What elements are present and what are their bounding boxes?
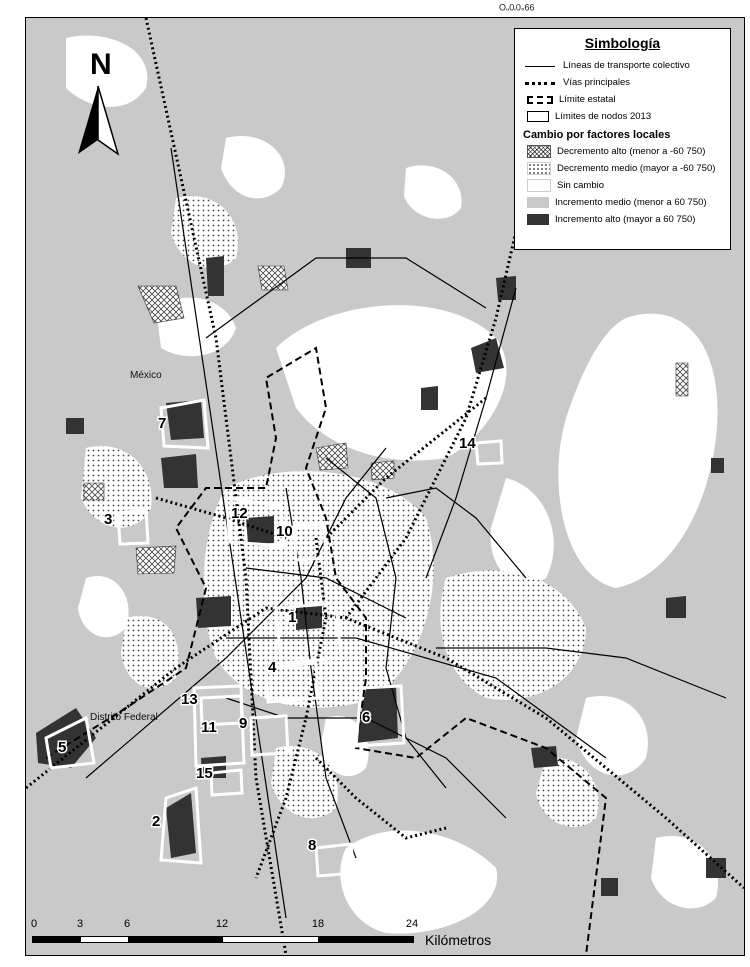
coordinate-longitude: 99°0'0"O: [499, 2, 535, 12]
node-label-7: 7: [158, 415, 167, 432]
legend-class-high-decrease: [523, 143, 722, 160]
place-label-mexico: México: [130, 370, 162, 381]
legend-class-label: Decremento medio (mayor a -60 750): [557, 163, 716, 174]
legend-class-medium-decrease: [523, 160, 722, 177]
north-arrow-icon: [74, 48, 130, 158]
scale-tick-24: 24: [405, 918, 419, 930]
medium-decrease-swatch: [527, 162, 551, 175]
legend-class-high-increase: [523, 211, 722, 228]
legend-item-node-limits: [523, 108, 722, 125]
node-label-10: 10: [276, 523, 293, 540]
scale-tick-12: 12: [215, 918, 229, 930]
legend-class-medium-increase: [523, 194, 722, 211]
legend-item-transport-lines: [523, 57, 722, 74]
legend-class-label: Incremento medio (menor a 60 750): [555, 197, 707, 208]
node-limit-swatch: [527, 111, 549, 122]
scale-tick-6: 6: [123, 918, 131, 930]
scale-bar: [30, 918, 492, 948]
no-change-swatch: [527, 179, 551, 192]
legend-class-label: Decremento alto (menor a -60 750): [557, 146, 706, 157]
node-label-9: 9: [239, 715, 248, 732]
north-letter: N: [90, 48, 112, 81]
node-label-12: 12: [231, 505, 248, 522]
scale-bar-segments: [32, 936, 414, 943]
map-frame: [25, 17, 745, 956]
north-arrow: [74, 48, 130, 158]
medium-increase-swatch: [527, 197, 549, 208]
node-label-1: 1: [288, 609, 297, 626]
node-label-4: 4: [268, 659, 277, 676]
legend-class-label: Sin cambio: [557, 180, 604, 191]
legend-class-label: Incremento alto (mayor a 60 750): [555, 214, 696, 225]
scale-unit: Kilómetros: [425, 932, 492, 948]
legend-title: Simbología: [584, 35, 661, 51]
high-decrease-swatch: [527, 145, 551, 158]
node-label-13: 13: [181, 691, 198, 708]
node-label-5: 5: [58, 739, 67, 756]
legend-item-label: Límites de nodos 2013: [555, 111, 652, 122]
legend-item-label: Líneas de transporte colectivo: [563, 60, 690, 71]
main-road-swatch: [523, 77, 557, 89]
legend-item-label: Vías principales: [563, 77, 631, 88]
legend-class-no-change: [523, 177, 722, 194]
legend-item-main-roads: [523, 74, 722, 91]
scale-tick-18: 18: [311, 918, 325, 930]
node-label-14: 14: [459, 435, 476, 452]
node-label-11: 11: [201, 719, 217, 736]
transport-line-swatch: [523, 60, 557, 72]
high-increase-swatch: [527, 214, 549, 225]
state-boundary-swatch: [527, 96, 553, 104]
scale-tick-3: 3: [76, 918, 84, 930]
place-label-distrito-federal: Distrito Federal: [90, 712, 158, 723]
legend-item-state-boundary: [523, 91, 722, 108]
legend-subtitle: Cambio por factores locales: [523, 129, 671, 141]
node-label-15: 15: [196, 765, 213, 782]
node-label-6: 6: [362, 709, 371, 726]
scale-tick-0: 0: [30, 918, 38, 930]
node-label-2: 2: [152, 813, 161, 830]
node-label-8: 8: [308, 837, 317, 854]
legend-item-label: Límite estatal: [559, 94, 616, 105]
node-label-3: 3: [104, 511, 113, 528]
legend: [514, 28, 731, 250]
